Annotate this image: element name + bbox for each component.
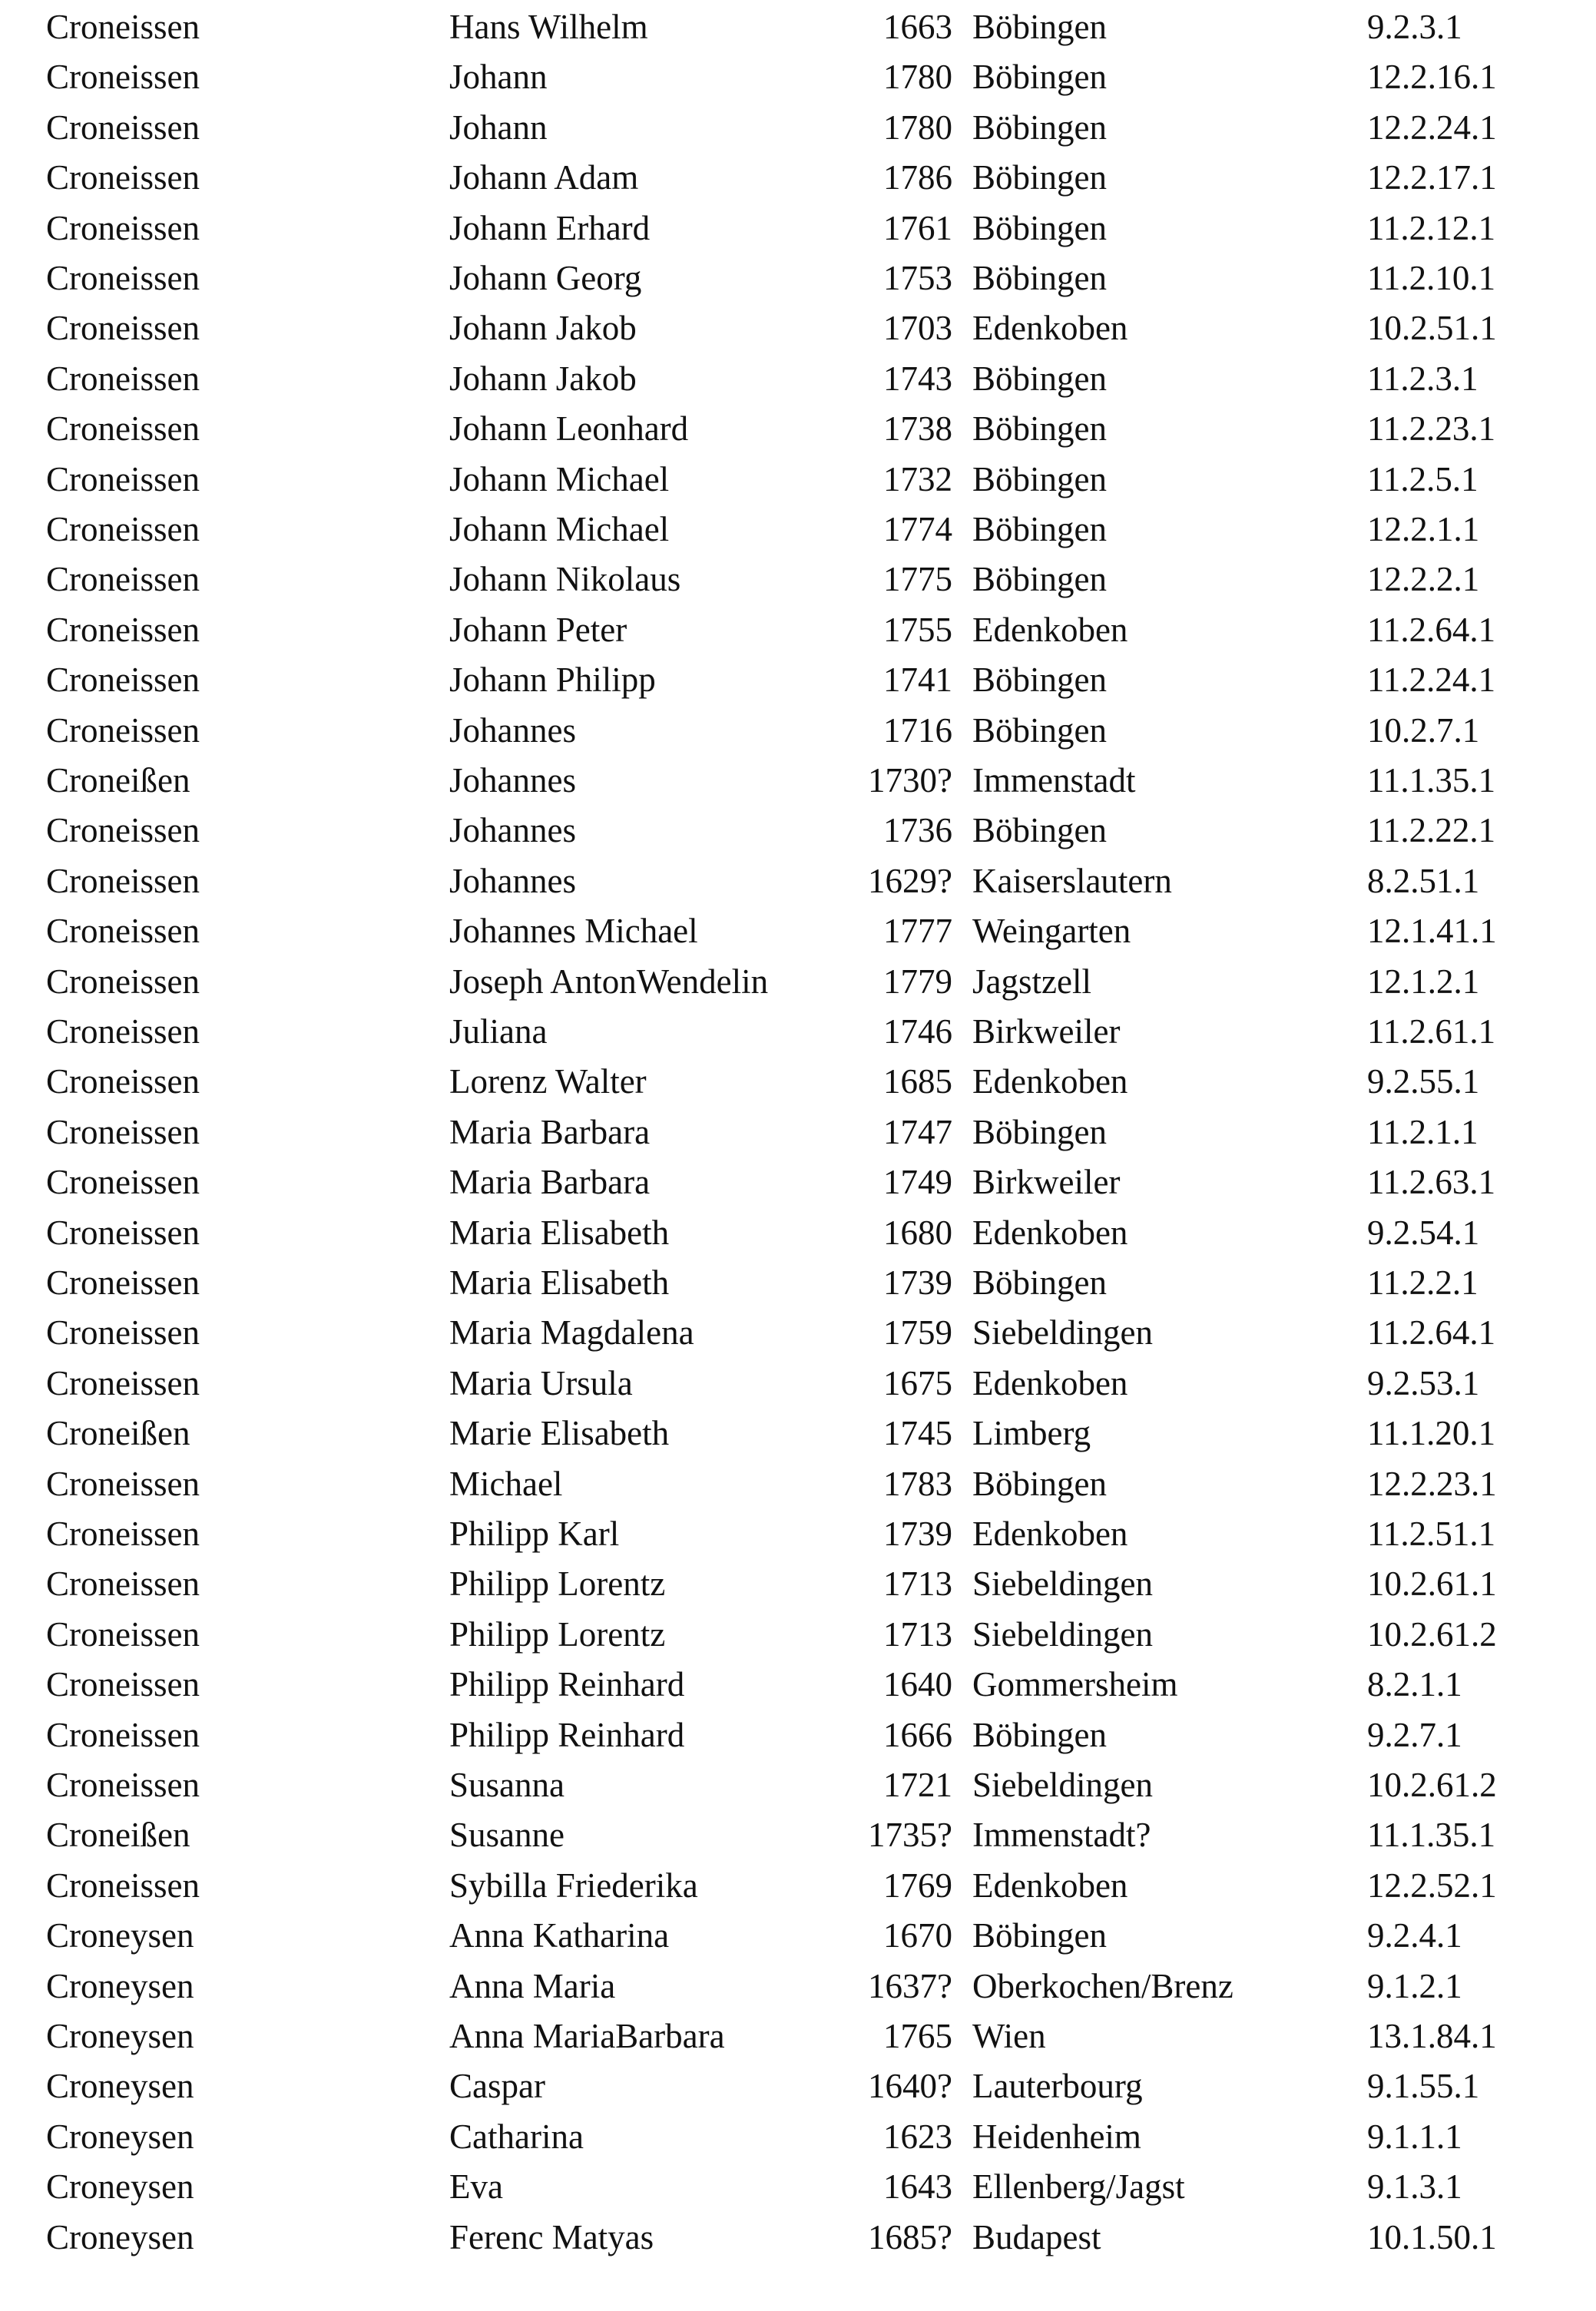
reference-number-cell: 9.2.7.1 xyxy=(1367,1715,1462,1754)
place-cell: Böbingen xyxy=(972,1112,1107,1151)
surname-cell: Croneissen xyxy=(46,108,200,147)
place-cell: Edenkoben xyxy=(972,1515,1128,1553)
register-row xyxy=(0,1912,1596,1958)
place-cell: Wien xyxy=(972,2017,1046,2055)
reference-number-cell: 11.2.51.1 xyxy=(1367,1515,1496,1553)
birth-year-cell: 1743 xyxy=(883,359,952,398)
surname-cell: Croneissen xyxy=(46,1665,200,1704)
reference-number-cell: 11.2.5.1 xyxy=(1367,459,1478,498)
surname-cell: Croneysen xyxy=(46,1966,194,2005)
given-name-cell: Maria Elisabeth xyxy=(449,1213,670,1252)
register-row xyxy=(0,2013,1596,2059)
reference-number-cell: 12.2.1.1 xyxy=(1367,510,1480,548)
place-cell: Böbingen xyxy=(972,661,1107,700)
place-cell: Ellenberg/Jagst xyxy=(972,2167,1185,2207)
given-name-cell: Johann Georg xyxy=(449,259,642,297)
birth-year-cell: 1780 xyxy=(883,108,952,147)
register-row xyxy=(0,657,1596,703)
register-row xyxy=(0,4,1596,50)
register-row xyxy=(0,104,1596,151)
birth-year-cell: 1713 xyxy=(883,1614,952,1654)
reference-number-cell: 10.2.7.1 xyxy=(1367,710,1480,750)
place-cell: Kaiserslautern xyxy=(972,861,1172,900)
given-name-cell: Johann Leonhard xyxy=(449,409,689,449)
reference-number-cell: 11.2.64.1 xyxy=(1367,610,1496,649)
place-cell: Siebeldingen xyxy=(972,1766,1153,1804)
surname-cell: Croneissen xyxy=(46,510,200,548)
register-row xyxy=(0,1461,1596,1507)
birth-year-cell: 1759 xyxy=(883,1313,952,1352)
given-name-cell: Michael xyxy=(449,1464,563,1503)
surname-cell: Croneißen xyxy=(46,1414,190,1453)
reference-number-cell: 11.1.35.1 xyxy=(1367,761,1496,800)
reference-number-cell: 12.2.52.1 xyxy=(1367,1866,1497,1905)
reference-number-cell: 9.2.4.1 xyxy=(1367,1916,1462,1955)
register-row xyxy=(0,1210,1596,1256)
reference-number-cell: 11.1.20.1 xyxy=(1367,1414,1496,1453)
given-name-cell: Johannes xyxy=(449,861,576,900)
place-cell: Heidenheim xyxy=(972,2117,1141,2156)
surname-cell: Croneissen xyxy=(46,1313,200,1352)
given-name-cell: Johannes Michael xyxy=(449,912,698,951)
register-row xyxy=(0,406,1596,452)
birth-year-cell: 1747 xyxy=(883,1112,952,1151)
birth-year-cell: 1774 xyxy=(883,510,952,548)
surname-cell: Croneissen xyxy=(46,58,200,97)
place-cell: Immenstadt xyxy=(972,761,1136,800)
given-name-cell: Anna Maria xyxy=(449,1966,616,2005)
surname-cell: Croneissen xyxy=(46,710,200,750)
reference-number-cell: 12.1.41.1 xyxy=(1367,912,1497,951)
reference-number-cell: 8.2.1.1 xyxy=(1367,1665,1462,1704)
birth-year-cell: 1670 xyxy=(883,1916,952,1955)
birth-year-cell: 1675 xyxy=(883,1363,952,1402)
reference-number-cell: 11.2.23.1 xyxy=(1367,409,1496,449)
surname-cell: Croneysen xyxy=(46,2017,194,2055)
birth-year-cell: 1741 xyxy=(883,661,952,700)
birth-year-cell: 1739 xyxy=(883,1515,952,1553)
place-cell: Böbingen xyxy=(972,409,1107,449)
reference-number-cell: 9.1.1.1 xyxy=(1367,2117,1462,2156)
birth-year-cell: 1739 xyxy=(883,1263,952,1302)
place-cell: Edenkoben xyxy=(972,610,1128,649)
register-row xyxy=(0,1611,1596,1657)
place-cell: Edenkoben xyxy=(972,309,1128,348)
surname-cell: Croneissen xyxy=(46,1062,200,1101)
birth-year-cell: 1765 xyxy=(883,2017,952,2055)
place-cell: Jagstzell xyxy=(972,962,1091,1001)
birth-year-cell: 1783 xyxy=(883,1464,952,1503)
surname-cell: Croneissen xyxy=(46,8,200,46)
reference-number-cell: 12.2.17.1 xyxy=(1367,158,1497,197)
place-cell: Böbingen xyxy=(972,459,1107,498)
reference-number-cell: 11.2.12.1 xyxy=(1367,208,1496,247)
reference-number-cell: 12.2.24.1 xyxy=(1367,108,1497,147)
given-name-cell: Maria Barbara xyxy=(449,1163,651,1202)
reference-number-cell: 8.2.51.1 xyxy=(1367,861,1480,900)
reference-number-cell: 10.1.50.1 xyxy=(1367,2217,1497,2256)
birth-year-cell: 1680 xyxy=(883,1213,952,1252)
reference-number-cell: 10.2.61.2 xyxy=(1367,1766,1497,1804)
register-row xyxy=(0,1360,1596,1406)
place-cell: Edenkoben xyxy=(972,1062,1128,1101)
birth-year-cell: 1735? xyxy=(868,1816,952,1855)
register-row xyxy=(0,1712,1596,1758)
place-cell: Weingarten xyxy=(972,912,1131,951)
place-cell: Böbingen xyxy=(972,208,1107,247)
given-name-cell: Johann Nikolaus xyxy=(449,560,681,599)
given-name-cell: Sybilla Friederika xyxy=(449,1866,698,1905)
surname-cell: Croneissen xyxy=(46,359,200,398)
given-name-cell: Joseph AntonWendelin xyxy=(449,962,769,1001)
reference-number-cell: 11.2.24.1 xyxy=(1367,661,1496,700)
reference-number-cell: 12.2.23.1 xyxy=(1367,1464,1497,1503)
place-cell: Siebeldingen xyxy=(972,1313,1153,1352)
birth-year-cell: 1786 xyxy=(883,158,952,197)
given-name-cell: Johannes xyxy=(449,710,576,750)
surname-cell: Croneissen xyxy=(46,1766,200,1804)
register-row xyxy=(0,1963,1596,2009)
birth-year-cell: 1730? xyxy=(868,761,952,800)
place-cell: Böbingen xyxy=(972,1464,1107,1503)
given-name-cell: Johann xyxy=(449,58,548,97)
register-row xyxy=(0,255,1596,301)
birth-year-cell: 1703 xyxy=(883,309,952,348)
surname-cell: Croneissen xyxy=(46,1564,200,1604)
register-row xyxy=(0,757,1596,803)
place-cell: Edenkoben xyxy=(972,1363,1128,1402)
register-row xyxy=(0,959,1596,1005)
given-name-cell: Philipp Reinhard xyxy=(449,1665,685,1704)
given-name-cell: Philipp Lorentz xyxy=(449,1564,666,1604)
reference-number-cell: 10.2.61.2 xyxy=(1367,1614,1497,1654)
place-cell: Böbingen xyxy=(972,1916,1107,1955)
given-name-cell: Johannes xyxy=(449,761,576,800)
place-cell: Edenkoben xyxy=(972,1866,1128,1905)
register-row xyxy=(0,2164,1596,2210)
surname-cell: Croneissen xyxy=(46,661,200,700)
register-row xyxy=(0,154,1596,200)
place-cell: Böbingen xyxy=(972,1715,1107,1754)
register-row xyxy=(0,205,1596,251)
surname-cell: Croneissen xyxy=(46,1163,200,1202)
birth-year-cell: 1663 xyxy=(883,8,952,46)
register-row xyxy=(0,1410,1596,1456)
surname-cell: Croneissen xyxy=(46,409,200,449)
reference-number-cell: 9.2.55.1 xyxy=(1367,1062,1480,1101)
register-row xyxy=(0,807,1596,853)
reference-number-cell: 11.2.64.1 xyxy=(1367,1313,1496,1352)
register-row xyxy=(0,1762,1596,1808)
given-name-cell: Maria Ursula xyxy=(449,1363,633,1402)
given-name-cell: Philipp Karl xyxy=(449,1515,620,1553)
place-cell: Böbingen xyxy=(972,158,1107,197)
surname-cell: Croneysen xyxy=(46,2067,194,2106)
place-cell: Limberg xyxy=(972,1414,1091,1453)
place-cell: Lauterbourg xyxy=(972,2067,1143,2106)
place-cell: Böbingen xyxy=(972,710,1107,750)
place-cell: Böbingen xyxy=(972,1263,1107,1302)
given-name-cell: Susanne xyxy=(449,1816,565,1855)
birth-year-cell: 1623 xyxy=(883,2117,952,2156)
given-name-cell: Johann Erhard xyxy=(449,208,651,247)
register-row xyxy=(0,1812,1596,1858)
surname-cell: Croneissen xyxy=(46,309,200,348)
given-name-cell: Lorenz Walter xyxy=(449,1062,647,1101)
place-cell: Böbingen xyxy=(972,108,1107,147)
surname-cell: Croneysen xyxy=(46,2117,194,2156)
given-name-cell: Johann Peter xyxy=(449,610,627,649)
surname-cell: Croneissen xyxy=(46,811,200,850)
birth-year-cell: 1745 xyxy=(883,1414,952,1453)
given-name-cell: Philipp Lorentz xyxy=(449,1614,666,1654)
birth-year-cell: 1721 xyxy=(883,1766,952,1804)
register-row xyxy=(0,1159,1596,1205)
birth-year-cell: 1736 xyxy=(883,811,952,850)
given-name-cell: Johann Jakob xyxy=(449,309,637,348)
register-row xyxy=(0,707,1596,753)
place-cell: Böbingen xyxy=(972,259,1107,297)
surname-cell: Croneissen xyxy=(46,1464,200,1503)
surname-cell: Croneissen xyxy=(46,158,200,197)
register-row xyxy=(0,305,1596,351)
given-name-cell: Ferenc Matyas xyxy=(449,2217,654,2256)
register-row xyxy=(0,607,1596,653)
register-row xyxy=(0,54,1596,100)
birth-year-cell: 1777 xyxy=(883,912,952,951)
place-cell: Birkweiler xyxy=(972,1163,1121,1202)
place-cell: Böbingen xyxy=(972,8,1107,46)
surname-cell: Croneißen xyxy=(46,761,190,800)
birth-year-cell: 1761 xyxy=(883,208,952,247)
surname-cell: Croneissen xyxy=(46,259,200,297)
birth-year-cell: 1666 xyxy=(883,1715,952,1754)
surname-cell: Croneissen xyxy=(46,1012,200,1051)
given-name-cell: Anna MariaBarbara xyxy=(449,2017,725,2055)
place-cell: Gommersheim xyxy=(972,1665,1178,1704)
surname-cell: Croneissen xyxy=(46,1515,200,1553)
reference-number-cell: 9.1.2.1 xyxy=(1367,1966,1462,2005)
given-name-cell: Johann Jakob xyxy=(449,359,637,398)
birth-year-cell: 1640 xyxy=(883,1665,952,1704)
register-row xyxy=(0,1109,1596,1155)
reference-number-cell: 11.2.1.1 xyxy=(1367,1112,1478,1151)
place-cell: Böbingen xyxy=(972,560,1107,599)
birth-year-cell: 1640? xyxy=(868,2067,952,2106)
given-name-cell: Eva xyxy=(449,2167,503,2207)
birth-year-cell: 1779 xyxy=(883,962,952,1001)
register-row xyxy=(0,2114,1596,2160)
birth-year-cell: 1755 xyxy=(883,610,952,649)
surname-cell: Croneysen xyxy=(46,2217,194,2256)
birth-year-cell: 1780 xyxy=(883,58,952,97)
surname-cell: Croneysen xyxy=(46,2167,194,2207)
reference-number-cell: 12.2.16.1 xyxy=(1367,58,1497,97)
place-cell: Böbingen xyxy=(972,510,1107,548)
place-cell: Böbingen xyxy=(972,359,1107,398)
given-name-cell: Johann xyxy=(449,108,548,147)
register-row xyxy=(0,858,1596,904)
given-name-cell: Johann Michael xyxy=(449,510,670,548)
birth-year-cell: 1685 xyxy=(883,1062,952,1101)
place-cell: Oberkochen/Brenz xyxy=(972,1966,1233,2005)
surname-cell: Croneissen xyxy=(46,560,200,599)
birth-year-cell: 1629? xyxy=(868,861,952,900)
register-row xyxy=(0,1561,1596,1607)
given-name-cell: Maria Elisabeth xyxy=(449,1263,670,1302)
register-row xyxy=(0,1309,1596,1356)
birth-year-cell: 1713 xyxy=(883,1564,952,1604)
register-row xyxy=(0,1661,1596,1707)
register-row xyxy=(0,1260,1596,1306)
place-cell: Birkweiler xyxy=(972,1012,1121,1051)
birth-year-cell: 1738 xyxy=(883,409,952,449)
birth-year-cell: 1769 xyxy=(883,1866,952,1905)
reference-number-cell: 9.2.53.1 xyxy=(1367,1363,1480,1402)
register-row xyxy=(0,1511,1596,1557)
given-name-cell: Johann Philipp xyxy=(449,661,656,700)
surname-cell: Croneissen xyxy=(46,912,200,951)
register-row xyxy=(0,456,1596,502)
reference-number-cell: 9.1.55.1 xyxy=(1367,2067,1480,2106)
surname-cell: Croneissen xyxy=(46,610,200,649)
register-row xyxy=(0,556,1596,602)
surname-cell: Croneissen xyxy=(46,1363,200,1402)
given-name-cell: Susanna xyxy=(449,1766,565,1804)
register-row xyxy=(0,1058,1596,1104)
reference-number-cell: 9.2.54.1 xyxy=(1367,1213,1480,1252)
place-cell: Siebeldingen xyxy=(972,1614,1153,1654)
given-name-cell: Juliana xyxy=(449,1012,548,1051)
reference-number-cell: 11.2.2.1 xyxy=(1367,1263,1478,1302)
surname-cell: Croneissen xyxy=(46,861,200,900)
surname-cell: Croneysen xyxy=(46,1916,194,1955)
surname-cell: Croneissen xyxy=(46,208,200,247)
given-name-cell: Marie Elisabeth xyxy=(449,1414,670,1453)
reference-number-cell: 11.2.61.1 xyxy=(1367,1012,1496,1051)
register-row xyxy=(0,1862,1596,1909)
reference-number-cell: 10.2.51.1 xyxy=(1367,309,1497,348)
given-name-cell: Anna Katharina xyxy=(449,1916,670,1955)
reference-number-cell: 9.2.3.1 xyxy=(1367,8,1462,46)
surname-cell: Croneissen xyxy=(46,1614,200,1654)
birth-year-cell: 1749 xyxy=(883,1163,952,1202)
reference-number-cell: 10.2.61.1 xyxy=(1367,1564,1497,1604)
register-row xyxy=(0,506,1596,552)
register-row xyxy=(0,2063,1596,2109)
place-cell: Böbingen xyxy=(972,811,1107,850)
surname-cell: Croneissen xyxy=(46,459,200,498)
birth-year-cell: 1643 xyxy=(883,2167,952,2207)
birth-year-cell: 1753 xyxy=(883,259,952,297)
surname-cell: Croneissen xyxy=(46,1866,200,1905)
reference-number-cell: 11.2.3.1 xyxy=(1367,359,1478,398)
place-cell: Edenkoben xyxy=(972,1213,1128,1252)
surname-cell: Croneissen xyxy=(46,1263,200,1302)
given-name-cell: Hans Wilhelm xyxy=(449,8,648,46)
surname-cell: Croneissen xyxy=(46,1213,200,1252)
register-row xyxy=(0,356,1596,402)
birth-year-cell: 1637? xyxy=(868,1966,952,2005)
given-name-cell: Johann Michael xyxy=(449,459,670,498)
place-cell: Böbingen xyxy=(972,58,1107,97)
birth-year-cell: 1685? xyxy=(868,2217,952,2256)
register-row xyxy=(0,1008,1596,1055)
place-cell: Immenstadt? xyxy=(972,1816,1151,1855)
given-name-cell: Philipp Reinhard xyxy=(449,1715,685,1754)
surname-cell: Croneißen xyxy=(46,1816,190,1855)
reference-number-cell: 11.2.22.1 xyxy=(1367,811,1496,850)
place-cell: Siebeldingen xyxy=(972,1564,1153,1604)
surname-cell: Croneissen xyxy=(46,962,200,1001)
surname-cell: Croneissen xyxy=(46,1112,200,1151)
reference-number-cell: 11.2.63.1 xyxy=(1367,1163,1496,1202)
given-name-cell: Johann Adam xyxy=(449,158,639,197)
place-cell: Budapest xyxy=(972,2217,1101,2256)
reference-number-cell: 11.2.10.1 xyxy=(1367,259,1496,297)
register-row xyxy=(0,908,1596,954)
reference-number-cell: 13.1.84.1 xyxy=(1367,2017,1497,2055)
register-row xyxy=(0,2214,1596,2260)
reference-number-cell: 12.2.2.1 xyxy=(1367,560,1480,599)
given-name-cell: Johannes xyxy=(449,811,576,850)
given-name-cell: Maria Barbara xyxy=(449,1112,651,1151)
reference-number-cell: 11.1.35.1 xyxy=(1367,1816,1496,1855)
birth-year-cell: 1775 xyxy=(883,560,952,599)
reference-number-cell: 12.1.2.1 xyxy=(1367,962,1480,1001)
given-name-cell: Catharina xyxy=(449,2117,584,2156)
given-name-cell: Caspar xyxy=(449,2067,545,2106)
given-name-cell: Maria Magdalena xyxy=(449,1313,694,1352)
birth-year-cell: 1732 xyxy=(883,459,952,498)
surname-cell: Croneissen xyxy=(46,1715,200,1754)
birth-year-cell: 1716 xyxy=(883,710,952,750)
birth-year-cell: 1746 xyxy=(883,1012,952,1051)
reference-number-cell: 9.1.3.1 xyxy=(1367,2167,1462,2207)
